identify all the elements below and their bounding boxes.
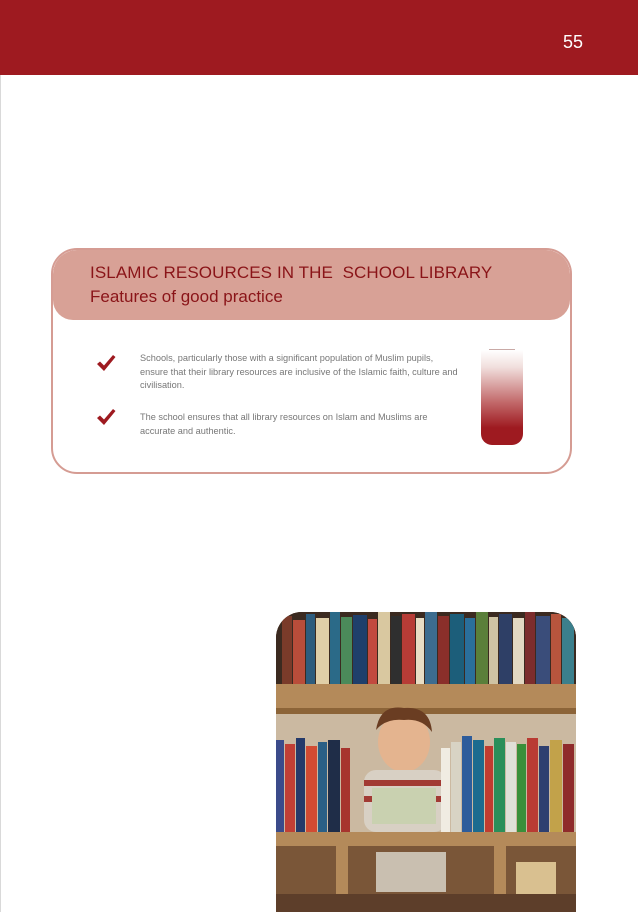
- practice-item-text: The school ensures that all library resources on Islam and Muslims are accurate and authentic.: [140, 412, 428, 436]
- box-subtitle: Features of good practice: [90, 287, 283, 306]
- header-band: [0, 0, 638, 75]
- library-photo: [276, 612, 576, 912]
- checkmark-icon: [96, 408, 116, 426]
- box-title: ISLAMIC RESOURCES IN THE SCHOOL LIBRARY: [90, 263, 493, 282]
- good-practice-box: [51, 248, 572, 474]
- library-photo-illustration: [276, 612, 576, 912]
- page-number: 55: [562, 32, 583, 52]
- checkmark-icon: [96, 354, 116, 372]
- box-header: [53, 250, 570, 320]
- practice-item-text: Schools, particularly those with a significant population of Muslim pupils, ensure that their library resources are inclusive of the Islamic faith, culture and civilisation.: [140, 353, 458, 390]
- page-edge-rule: [0, 75, 1, 912]
- gradient-gauge: [481, 350, 523, 445]
